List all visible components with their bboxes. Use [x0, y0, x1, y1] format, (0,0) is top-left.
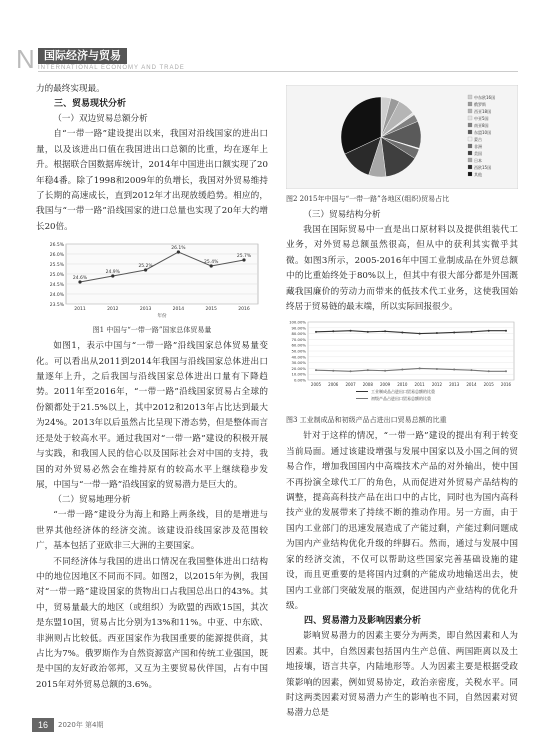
y-tick-label: 20.00%	[291, 366, 306, 372]
data-point	[367, 331, 369, 333]
y-tick-label: 60.00%	[291, 343, 306, 349]
data-label: 25.4%	[204, 260, 219, 266]
x-tick-label: 2012	[107, 307, 119, 313]
journal-header	[16, 40, 516, 74]
y-tick-label: 24.0%	[49, 293, 64, 299]
paragraph: 如图1，表示中国与“一带一路”沿线国家总体贸易量变化。可以看出从2011到2014年我国与沿线国家总体进出口量逐年上升，之后我国与沿线国家总体进出口量有下降趋势。2011年至2016年，“一带一路”沿线国家贸易占全球的份额都处于21.5%以上，其中2012和2013年占比达到最大为24%。2013年以后虽然占比呈现下滑态势，但是整体而言还是处于较高水平。通过我国对“一带一路”建设的积极开展与实践，和我国人民的信心以及国际社会对中国的支持，我国的对外贸易必然会在维持原有的较高水平上继续稳步发展，中国与“一带一路”沿线国家的贸易潜力是巨大的。	[36, 341, 268, 490]
x-tick-label: 2008	[362, 382, 373, 388]
x-tick-label: 2013	[139, 307, 152, 313]
legend-label: 中东欧16国	[474, 95, 496, 100]
section-heading: 三、贸易现状分析	[54, 99, 127, 110]
legend-swatch	[468, 151, 472, 155]
data-point	[488, 330, 490, 332]
legend-swatch	[468, 158, 472, 162]
x-tick-label: 2009	[379, 382, 391, 388]
y-tick-label: 26.0%	[49, 253, 64, 259]
x-tick-label: 2010	[397, 382, 408, 388]
page-number: 16	[32, 718, 54, 732]
pie-chart-regional-share	[286, 85, 518, 189]
figure-1	[36, 238, 268, 336]
data-point	[505, 371, 507, 373]
legend-swatch	[468, 130, 472, 134]
line-chart-trade-structure	[286, 318, 518, 410]
legend-swatch	[468, 109, 472, 113]
left-column	[36, 82, 268, 693]
y-tick-label: 70.00%	[291, 337, 306, 343]
data-label: 26.1%	[171, 246, 186, 252]
x-tick-label: 2014	[172, 307, 185, 313]
data-point	[315, 331, 317, 333]
x-tick-label: 2007	[345, 382, 356, 388]
data-point	[419, 368, 421, 370]
subsection-heading: （三）贸易结构分析	[303, 210, 381, 220]
data-point	[453, 332, 455, 334]
data-point	[505, 330, 507, 332]
legend-swatch	[468, 116, 472, 120]
data-label: 25.7%	[236, 254, 252, 260]
page-footer	[20, 718, 520, 732]
y-tick-label: 90.00%	[291, 325, 306, 331]
x-tick-label: 2011	[74, 307, 86, 313]
legend-label: 初级产品占进出口贸易总额的比重	[371, 396, 431, 402]
legend-swatch	[468, 172, 472, 176]
legend-swatch	[468, 123, 472, 127]
figure-3	[286, 318, 518, 426]
data-point	[419, 333, 421, 335]
figure-1-caption: 图1 中国与“一带一路”国家总体贸易量	[92, 326, 212, 335]
x-tick-label: 2013	[449, 382, 460, 388]
paragraph: 我国在国际贸易中一直是出口原材料以及提供组装代工业务，对外贸易总额虽然很高，但从中的获利其实微乎其微。如图3所示，2005-2016年中国工业制成品在外贸总额中的比重始终处于80%以上，但其中有很大部分都是外国溉藏我国廉价的劳动力而带来的低技术代工业务，这使我国始终居于贸易链的最末端，所以实际回报很少。	[286, 225, 518, 313]
figure-3-caption: 图3 工业制成品和初级产品占进出口贸易总额的比重	[286, 416, 447, 425]
x-tick-label: 2016	[238, 307, 250, 313]
x-tick-label: 2006	[328, 382, 339, 388]
data-point	[384, 370, 386, 372]
data-label: 24.6%	[72, 276, 88, 282]
figure-2-caption: 图2 2015年中国与“一带一路”各地区(组织)贸易占比	[286, 195, 450, 203]
figure-2	[286, 85, 518, 205]
x-tick-label: 2014	[466, 382, 477, 388]
legend-swatch	[468, 165, 472, 169]
y-tick-label: 30.00%	[291, 360, 306, 366]
y-tick-label: 26.5%	[49, 243, 64, 249]
legend-label: 东盟10国	[474, 130, 492, 135]
paragraph: 自“一带一路”建设提出以来，我国对沿线国家的进出口量，以及该进出口值在我国进出口总额的比重，均在逐年上升。根据联合国数据库统计，2014年中国进出口额实现了20年稳4番。除了1998和2009年的负增长，我国对外贸易维持了长期的高速成长，直到2012年才出现放缓趋势。相应的，我国与“一带一路”沿线国家的进口总量也实现了20年大约增长20倍。	[36, 129, 268, 232]
y-tick-label: 24.5%	[49, 283, 64, 289]
legend-label: 西亚18国	[474, 109, 492, 114]
legend-swatch	[468, 95, 472, 99]
paragraph: 力的最终实现最。	[36, 84, 105, 94]
legend-swatch	[468, 144, 472, 148]
x-axis-label: 年份	[157, 314, 167, 320]
x-tick-label: 2016	[500, 382, 512, 388]
data-point	[470, 331, 472, 333]
paragraph: 针对于这样的情况，“一带一路”建设的提出有利于转变当前局面。通过该建设增强与发展中国家以及小国之间的贸易合作，增加我国国内中高端技术产品的对外输出，使中国不再扮演全球代工厂的角色，从而促进对外贸易产品结构的调整，提高高科技产品在出口中的占比，同时也为国内高科技产业的发展带来了持续不断的推动作用。另一方面，由于国内工业部门的迅速发展造成了产能过剩，产能过剩问题成为国内产业结构优化升级的绊脚石。然而，通过与发展中国家的经济交流，不仅可以帮助这些国家完善基础设施的建设，而且更重要的是将国内过剩的产能成功地输送出去，使国内工业部门突破发展的瓶颈，促进国内产业结构的优化升级。	[286, 431, 518, 611]
y-tick-label: 25.5%	[49, 263, 64, 269]
paragraph: 影响贸易潜力的因素主要分为两类，即自然因素和人为因素。其中，自然因素包括国内生产总值、两国距离以及土地接壤，语言共享，内陆地形等。人为因素主要是根据受政策影响的因素，例如贸易协定，政治亲密度，关税水平。同时这两类因素对贸易潜力产生的影响也不同，自然因素对贸易潜力总是	[286, 631, 518, 719]
data-label: 24.9%	[105, 270, 120, 276]
issue-label: 2020年 第4期	[58, 721, 104, 729]
data-label: 25.2%	[138, 264, 153, 270]
y-tick-label: 50.00%	[291, 348, 306, 354]
x-tick-label: 2015	[483, 382, 494, 388]
y-tick-label: 23.5%	[49, 303, 64, 309]
data-point	[332, 370, 334, 372]
legend-label: 美国	[474, 151, 482, 156]
data-point	[350, 371, 352, 373]
paragraph: “一带一路”建设分为海上和路上两条线，目的是增进与世界其他经济体的经济交流。该建设沿线国家涉及范围较广，基本包括了亚欧非三大洲的主要国家。	[36, 510, 268, 552]
legend-swatch	[468, 102, 472, 106]
column-subtitle: INTERNATIONAL ECONOMY AND TRADE	[38, 65, 185, 71]
legend-label: 日本	[474, 158, 482, 163]
column-title: 国际经济与贸易	[38, 48, 127, 64]
data-point	[453, 369, 455, 371]
line-chart-trade-volume	[36, 238, 268, 320]
data-point	[384, 331, 386, 333]
data-point	[436, 332, 438, 334]
header-rule	[38, 71, 518, 72]
data-point	[488, 371, 490, 373]
section-heading: 四、贸易潜力及影响因素分析	[304, 616, 422, 627]
y-tick-label: 0.00%	[293, 377, 306, 383]
subsection-heading: （一）双边贸易总额分析	[53, 114, 148, 125]
data-point	[367, 370, 369, 372]
data-point	[332, 331, 334, 333]
y-tick-label: 100.00%	[289, 319, 306, 325]
subsection-heading: （二）贸易地理分析	[53, 495, 131, 506]
legend-label: 俄罗斯	[474, 102, 486, 107]
legend-label: 工业制成品占进出口贸易总额的比重	[371, 389, 435, 395]
legend-label: 其他	[474, 172, 482, 177]
paragraph: 不同经济体与我国的进出口情况在我国整体进出口结构中的地位因地区不同而不同。如图2，以2015年为例，我国对“一带一路”建设国家的货物出口占我国总出口的43%。其中，贸易量最大的地区（或组织）为欧盟的西欧15国，其次是东盟10国，贸易占比分别为13%和11%。中亚、中东欧、非洲则占比较低。西亚国家作为我国重要的能源提供商，其占比为7%。俄罗斯作为自然资源富产国和传统工业强国，既是中国的友好政治邻邦，又互为主要贸易伙伴国，占有中国2015年对外贸易总额的3.6%。	[36, 556, 268, 690]
y-tick-label: 10.00%	[291, 372, 306, 378]
x-tick-label: 2005	[310, 382, 322, 388]
data-point	[470, 370, 472, 372]
legend-swatch	[468, 137, 472, 141]
data-point	[401, 369, 403, 371]
legend-label: 非洲	[474, 144, 482, 149]
legend-label: 西欧15国	[474, 165, 492, 170]
legend-label: 蒙古	[474, 137, 482, 142]
y-tick-label: 40.00%	[291, 354, 306, 360]
x-tick-label: 2012	[431, 382, 443, 388]
data-point	[315, 370, 317, 372]
right-column	[286, 82, 518, 722]
legend-label: 中亚5国	[474, 116, 489, 121]
data-point	[350, 330, 352, 332]
header-initial: N	[16, 44, 35, 74]
data-point	[401, 332, 403, 334]
data-point	[436, 368, 438, 370]
x-tick-label: 2011	[414, 382, 425, 388]
y-tick-label: 80.00%	[291, 331, 306, 337]
legend-label: 南亚8国	[474, 123, 489, 128]
y-tick-label: 25.0%	[49, 273, 64, 279]
x-tick-label: 2015	[205, 307, 217, 313]
